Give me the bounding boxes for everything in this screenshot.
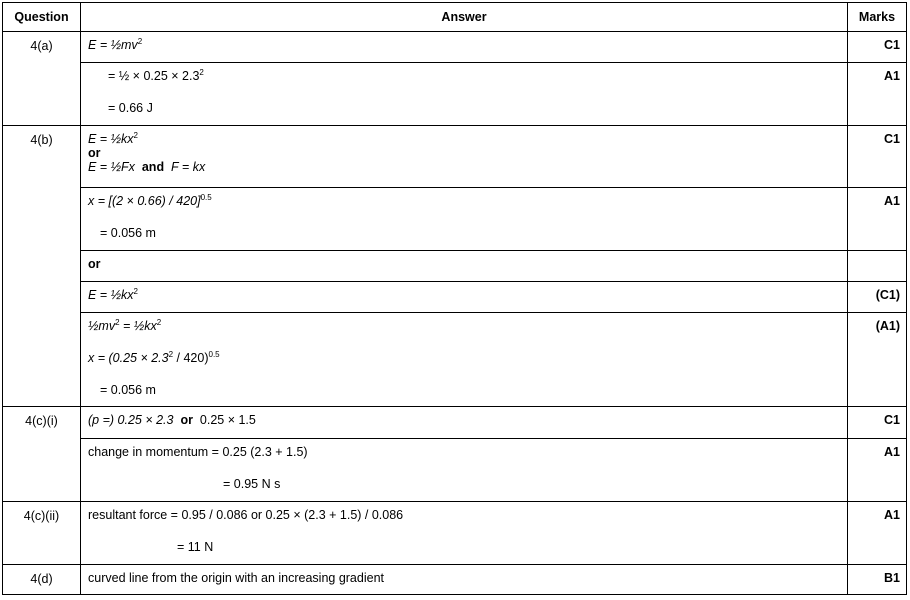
- answer-cell: change in momentum = 0.25 (2.3 + 1.5) = 0.95 N s: [81, 439, 848, 502]
- question-label: 4(c)(i): [3, 407, 81, 502]
- question-label: 4(d): [3, 565, 81, 595]
- table-row: [3, 313, 907, 407]
- table-row: [3, 502, 907, 565]
- question-header: Question: [3, 3, 81, 32]
- table-row: [3, 32, 907, 63]
- answer-cell: $E = \frac{1}{2}kx^2$ or E = ½Fx and F = kx: [81, 126, 848, 188]
- table-row: [3, 407, 907, 439]
- answer-cell: or: [81, 251, 848, 282]
- answer-header: Answer: [81, 3, 848, 32]
- answer-cell: $x = [(2 \times 0.66) / 420]^{0.5}$ = 0.056 m: [81, 188, 848, 251]
- mark-cell: (C1): [848, 282, 907, 313]
- table-row: [3, 282, 907, 313]
- mark-cell: C1: [848, 126, 907, 188]
- answer-cell: resultant force = 0.95 / 0.086 or 0.25 × (2.3 + 1.5) / 0.086 = 11 N: [81, 502, 848, 565]
- mark-cell: [848, 251, 907, 282]
- question-label: 4(b): [3, 126, 81, 407]
- mark-cell: C1: [848, 32, 907, 63]
- answer-cell: = ½ × $0.25 \times 2.3^2$ = 0.66 J: [81, 63, 848, 126]
- marks-header: Marks: [848, 3, 907, 32]
- mark-cell: (A1): [848, 313, 907, 407]
- header-row: [3, 3, 907, 32]
- mark-cell: A1: [848, 188, 907, 251]
- answer-cell: $\frac{1}{2}mv^2$ = $\frac{1}{2}kx^2$ $x = (0.25 \times 2.3^2 / 420)^{0.5}$ = 0.056 m: [81, 313, 848, 407]
- mark-cell: A1: [848, 502, 907, 565]
- answer-cell: (p =) 0.25 × 2.3 or 0.25 × 1.5: [81, 407, 848, 439]
- answer-cell: $E = \frac{1}{2}kx^2$: [81, 282, 848, 313]
- mark-cell: A1: [848, 439, 907, 502]
- table-row: [3, 188, 907, 251]
- mark-cell: C1: [848, 407, 907, 439]
- mark-cell: B1: [848, 565, 907, 595]
- answer-cell: curved line from the origin with an increasing gradient: [81, 565, 848, 595]
- answer-cell: $E = \frac{1}{2}mv^2$: [81, 32, 848, 63]
- question-label: 4(c)(ii): [3, 502, 81, 565]
- mark-scheme-table: [2, 2, 907, 595]
- table-row: [3, 251, 907, 282]
- table-row: [3, 565, 907, 595]
- question-label: 4(a): [3, 32, 81, 126]
- table-row: [3, 63, 907, 126]
- table-row: [3, 126, 907, 188]
- table-row: [3, 439, 907, 502]
- mark-cell: A1: [848, 63, 907, 126]
